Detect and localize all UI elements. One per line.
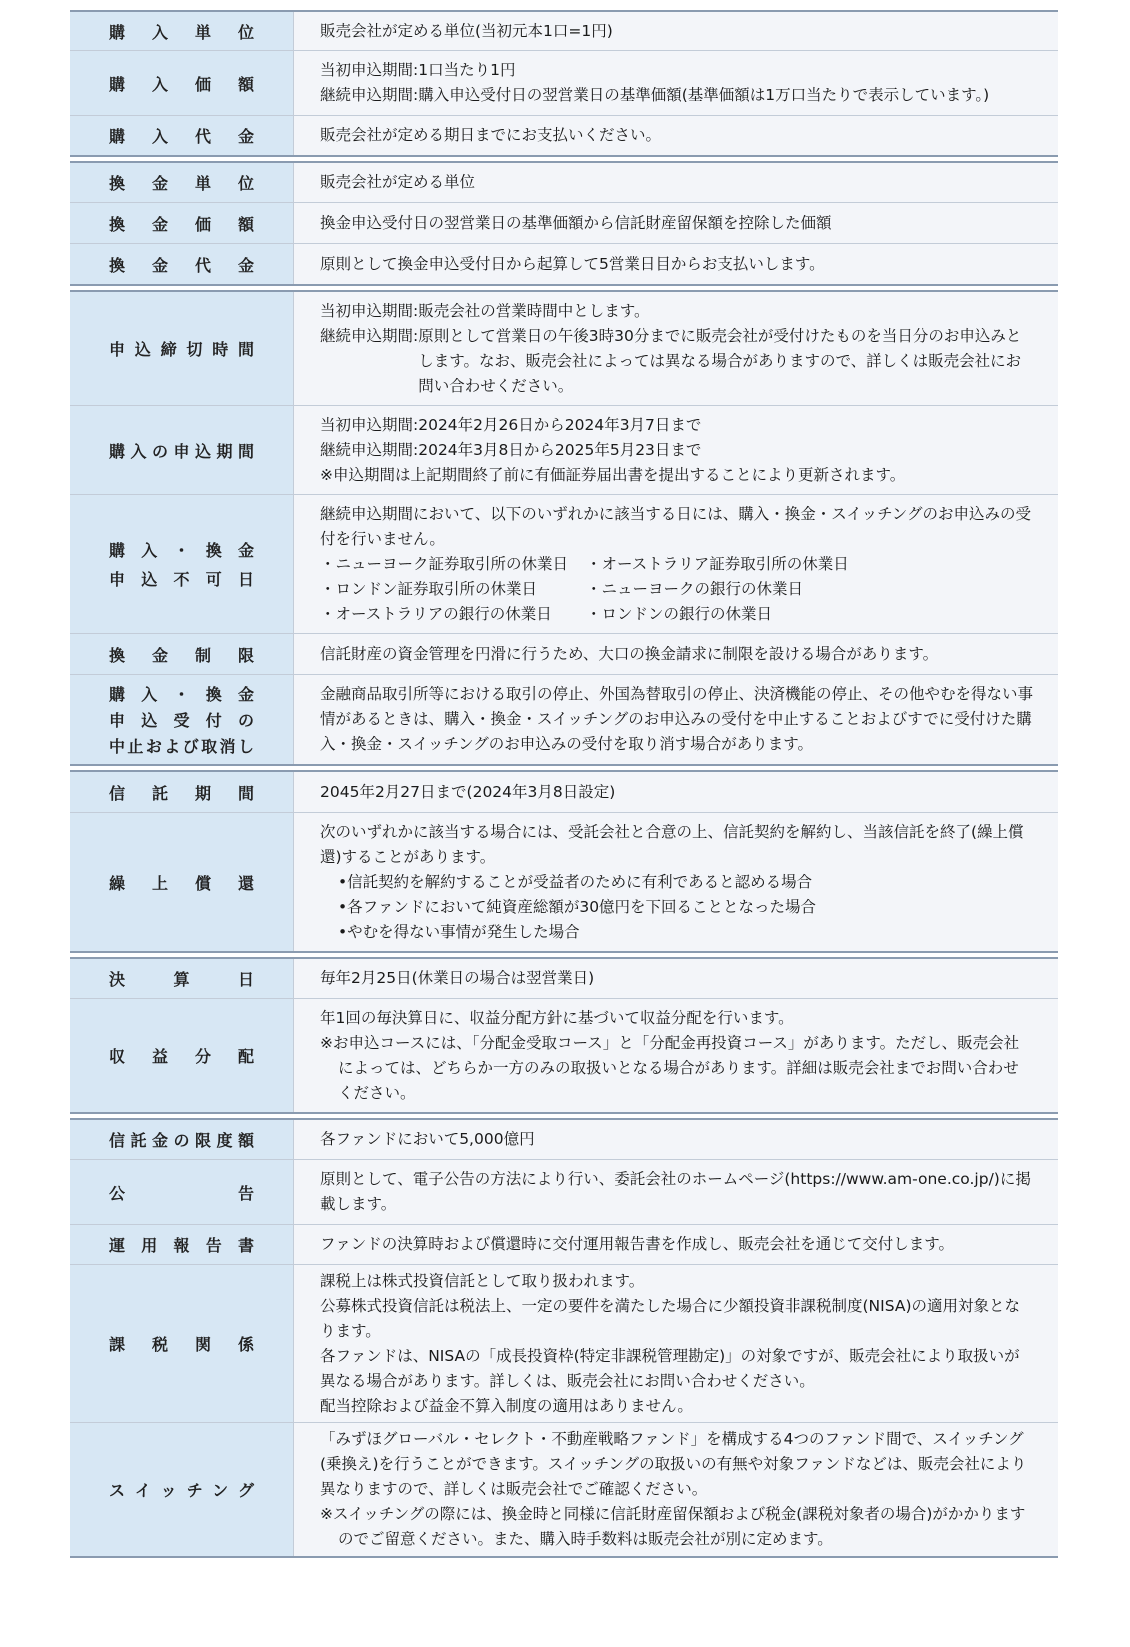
other-section <box>70 1118 1058 1558</box>
row-suspension <box>70 674 1058 764</box>
row-value: 課税上は株式投資信託として取り扱われます。 公募株式投資信託は税法上、一定の要件を満たした場合に少額投資非課税制度(NISA)の適用対象となります。 各ファンドは、NISAの「成長投資枠(特定非課税管理勘定)」の対象ですが、販売会社により取扱いが異なる場合があります。詳しくは、販売会社にお問い合わせください。 配当控除および益金不算入制度の適用はありません。 <box>294 1265 1058 1422</box>
row-value: 換金申込受付日の翌営業日の基準価額から信託財産留保額を控除した価額 <box>294 203 1058 243</box>
list-item: ・ロンドン証券取引所の休業日 <box>320 579 538 598</box>
row-label: 購入の申込期間 <box>70 406 294 494</box>
redemption-section <box>70 161 1058 286</box>
list-item: •やむを得ない事情が発生した場合 <box>338 922 580 941</box>
row-label: スイッチング <box>70 1423 294 1556</box>
row-purchase-price <box>70 50 1058 115</box>
row-redemption-payment <box>70 243 1058 284</box>
row-value: 毎年2月25日(休業日の場合は翌営業日) <box>294 959 1058 998</box>
row-label: 購入・換金 申込受付の 中止および取消し <box>70 675 294 764</box>
row-label: 決算日 <box>70 959 294 998</box>
row-value: 年1回の毎決算日に、収益分配方針に基づいて収益分配を行います。 ※お申込コースには、「分配金受取コース」と「分配金再投資コース」があります。ただし、販売会社によっては、どちらか一方のみの取扱いとなる場合があります。詳細は販売会社までお問い合わせください。 <box>294 999 1058 1112</box>
row-value: 金融商品取引所等における取引の停止、外国為替取引の停止、決済機能の停止、その他やむを得ない事情があるときは、購入・換金・スイッチングのお申込みの受付を中止することおよびすでに受付けた購入・換金・スイッチングのお申込みの受付を取り消す場合があります。 <box>294 675 1058 764</box>
row-label: 購入価額 <box>70 51 294 115</box>
row-value: 各ファンドにおいて5,000億円 <box>294 1120 1058 1159</box>
list-item: •各ファンドにおいて純資産総額が30億円を下回ることとなった場合 <box>338 897 817 916</box>
row-label: 購入代金 <box>70 116 294 155</box>
settlement-section <box>70 957 1058 1114</box>
row-label: 信託期間 <box>70 772 294 812</box>
row-label: 換金代金 <box>70 244 294 284</box>
row-trust-limit <box>70 1120 1058 1159</box>
row-early-redemption <box>70 812 1058 951</box>
row-value: 販売会社が定める単位 <box>294 163 1058 202</box>
fund-terms-table <box>70 10 1058 1558</box>
row-settlement-date <box>70 959 1058 998</box>
row-value: 「みずほグローバル・セレクト・不動産戦略ファンド」を構成する4つのファンド間で、スイッチング(乗換え)を行うことができます。スイッチングの取扱いの有無や対象ファンドなどは、販売会社により異なりますので、詳しくは販売会社でご確認ください。 ※スイッチングの際には、換金時と同様に信託財産留保額および税金(課税対象者の場合)がかかりますのでご留意ください。また、購入時手数料は販売会社が別に定めます。 <box>294 1423 1058 1556</box>
row-label: 公告 <box>70 1160 294 1224</box>
row-public-notice <box>70 1159 1058 1224</box>
row-value: 信託財産の資金管理を円滑に行うため、大口の換金請求に制限を設ける場合があります。 <box>294 634 1058 674</box>
row-application-period <box>70 405 1058 494</box>
row-label: 申込締切時間 <box>70 292 294 405</box>
row-value: 2045年2月27日まで(2024年3月8日設定) <box>294 772 1058 812</box>
row-value: 当初申込期間:2024年2月26日から2024年3月7日まで 継続申込期間:2024年3月8日から2025年5月23日まで ※申込期間は上記期間終了前に有価証券届出書を提出することにより更新されます。 <box>294 406 1058 494</box>
row-purchase-unit <box>70 12 1058 50</box>
row-label: 購入・換金 申込不可日 <box>70 495 294 633</box>
hanging-paragraph: 継続申込期間: 原則として営業日の午後3時30分までに販売会社が受付けたものを当日分のお申込みとします。なお、販売会社によっては異なる場合がありますので、詳しくは販売会社にお問い合わせください。 <box>320 326 1022 395</box>
row-label: 換金単位 <box>70 163 294 202</box>
row-label: 購入単位 <box>70 12 294 50</box>
row-operation-report <box>70 1224 1058 1264</box>
row-purchase-payment <box>70 115 1058 155</box>
list-item: ・ニューヨーク証券取引所の休業日 <box>320 554 569 573</box>
row-value: ファンドの決算時および償還時に交付運用報告書を作成し、販売会社を通じて交付します。 <box>294 1225 1058 1264</box>
row-label: 換金制限 <box>70 634 294 674</box>
row-label: 運用報告書 <box>70 1225 294 1264</box>
row-value: 原則として換金申込受付日から起算して5営業日目からお支払いします。 <box>294 244 1058 284</box>
list-item: ・オーストラリア証券取引所の休業日 <box>586 554 849 573</box>
row-value: 継続申込期間において、以下のいずれかに該当する日には、購入・換金・スイッチングのお申込みの受付を行いません。 ・ニューヨーク証券取引所の休業日 ・オーストラリア証券取引所の休業日 ・ロンドン証券取引所の休業日 ・ニューヨークの銀行の休業日 ・オーストラリアの銀行の休業日 ・ロンドンの銀行の休業日 <box>294 495 1058 633</box>
application-section <box>70 290 1058 766</box>
list-item: ・オーストラリアの銀行の休業日 <box>320 604 552 623</box>
row-label: 換金価額 <box>70 203 294 243</box>
row-trust-period <box>70 772 1058 812</box>
row-label: 信託金の限度額 <box>70 1120 294 1159</box>
row-label: 繰上償還 <box>70 813 294 951</box>
row-taxation <box>70 1264 1058 1422</box>
row-value: 当初申込期間:1口当たり1円 継続申込期間:購入申込受付日の翌営業日の基準価額(基準価額は1万口当たりで表示しています。) <box>294 51 1058 115</box>
row-label: 収益分配 <box>70 999 294 1112</box>
row-redemption-price <box>70 202 1058 243</box>
row-non-application-days <box>70 494 1058 633</box>
row-distribution <box>70 998 1058 1112</box>
trust-term-section <box>70 770 1058 953</box>
purchase-section <box>70 10 1058 157</box>
row-value: 原則として、電子公告の方法により行い、委託会社のホームページ(https://www.am-one.co.jp/)に掲載します。 <box>294 1160 1058 1224</box>
row-application-deadline <box>70 292 1058 405</box>
row-redemption-limit <box>70 633 1058 674</box>
holiday-list <box>320 552 1034 627</box>
row-value: 販売会社が定める単位(当初元本1口=1円) <box>294 12 1058 50</box>
list-item: ・ニューヨークの銀行の休業日 <box>586 579 804 598</box>
row-switching <box>70 1422 1058 1556</box>
row-label: 課税関係 <box>70 1265 294 1422</box>
row-value: 次のいずれかに該当する場合には、受託会社と合意の上、信託契約を解約し、当該信託を終了(繰上償還)することがあります。 •信託契約を解約することが受益者のために有利であると認める場合 •各ファンドにおいて純資産総額が30億円を下回ることとなった場合 •やむを得ない事情が発生した場合 <box>294 813 1058 951</box>
row-value: 当初申込期間:販売会社の営業時間中とします。 継続申込期間: 原則として営業日の午後3時30分までに販売会社が受付けたものを当日分のお申込みとします。なお、販売会社によっては異なる場合がありますので、詳しくは販売会社にお問い合わせください。 <box>294 292 1058 405</box>
list-item: ・ロンドンの銀行の休業日 <box>586 604 773 623</box>
row-value: 販売会社が定める期日までにお支払いください。 <box>294 116 1058 155</box>
row-redemption-unit <box>70 163 1058 202</box>
list-item: •信託契約を解約することが受益者のために有利であると認める場合 <box>338 872 813 891</box>
